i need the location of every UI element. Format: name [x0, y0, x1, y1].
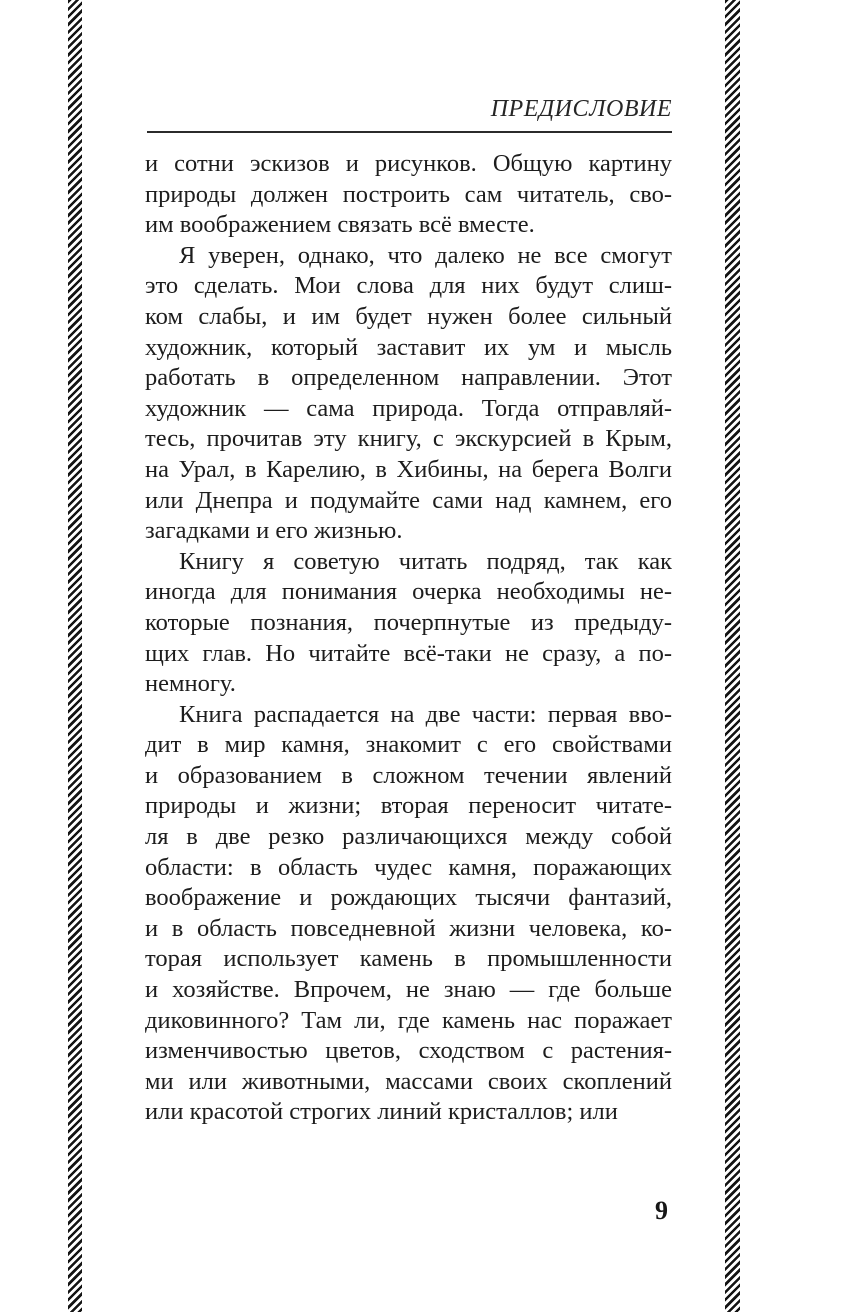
text-line: или красотой строгих линий кристаллов; или — [145, 1098, 618, 1126]
text-line: торая использует камень в промышленности — [145, 945, 672, 973]
text-line: диковинного? Там ли, где камень нас поражает — [145, 1006, 672, 1034]
text-line: изменчивостью цветов, сходством с растения- — [145, 1037, 672, 1065]
text-line: им воображением связать всё вместе. — [145, 211, 535, 239]
text-line: тесь, прочитав эту книгу, с экскурсией в Крым, — [145, 425, 672, 453]
text-line: и хозяйстве. Впрочем, не знаю — где больше — [145, 976, 672, 1004]
text-line: воображение и рождающих тысячи фантазий, — [145, 884, 672, 912]
right-border-ornament — [725, 0, 740, 1312]
text-line: работать в определенном направлении. Этот — [145, 364, 672, 392]
body-text — [145, 149, 672, 1128]
text-line: и в область повседневной жизни человека, ко- — [145, 914, 672, 942]
text-line: художник — сама природа. Тогда отправляй- — [145, 394, 672, 422]
text-line: ми или животными, массами своих скоплений — [145, 1067, 672, 1095]
text-line: на Урал, в Карелию, в Хибины, на берега Волги — [145, 455, 672, 483]
text-line: и сотни эскизов и рисунков. Общую картину — [145, 150, 672, 177]
text-line: загадками и его жизнью. — [145, 517, 403, 545]
text-line: немногу. — [145, 670, 236, 698]
text-line: это сделать. Мои слова для них будут слиш- — [145, 272, 672, 300]
text-line: Книгу я советую читать подряд, так как — [179, 547, 672, 575]
text-line: и образованием в сложном течении явлений — [145, 761, 672, 789]
text-line: ком слабы, и им будет нужен более сильный — [145, 302, 672, 330]
text-line: Я уверен, однако, что далеко не все смогут — [179, 241, 672, 269]
page-number: 9 — [655, 1196, 668, 1225]
text-line: художник, который заставит их ум и мысль — [145, 333, 672, 361]
text-line: дит в мир камня, знакомит с его свойствами — [145, 731, 672, 759]
text-line: иногда для понимания очерка необходимы не- — [145, 578, 672, 606]
text-line: Книга распадается на две части: первая вво- — [179, 700, 672, 728]
running-header: ПРЕДИСЛОВИЕ — [490, 96, 672, 122]
text-line: которые познания, почерпнутые из предыду- — [145, 608, 672, 636]
text-column — [145, 0, 672, 1312]
text-line: области: в область чудес камня, поражающих — [145, 853, 672, 881]
text-line: природы и жизни; вторая переносит читате- — [145, 792, 672, 820]
left-border-ornament — [68, 0, 82, 1312]
text-line: щих глав. Но читайте всё-таки не сразу, а по- — [145, 639, 672, 667]
header-rule — [147, 131, 672, 133]
text-line: ля в две резко различающихся между собой — [145, 823, 672, 851]
text-line: или Днепра и подумайте сами над камнем, его — [145, 486, 672, 514]
text-line: природы должен построить сам читатель, сво- — [145, 180, 672, 208]
